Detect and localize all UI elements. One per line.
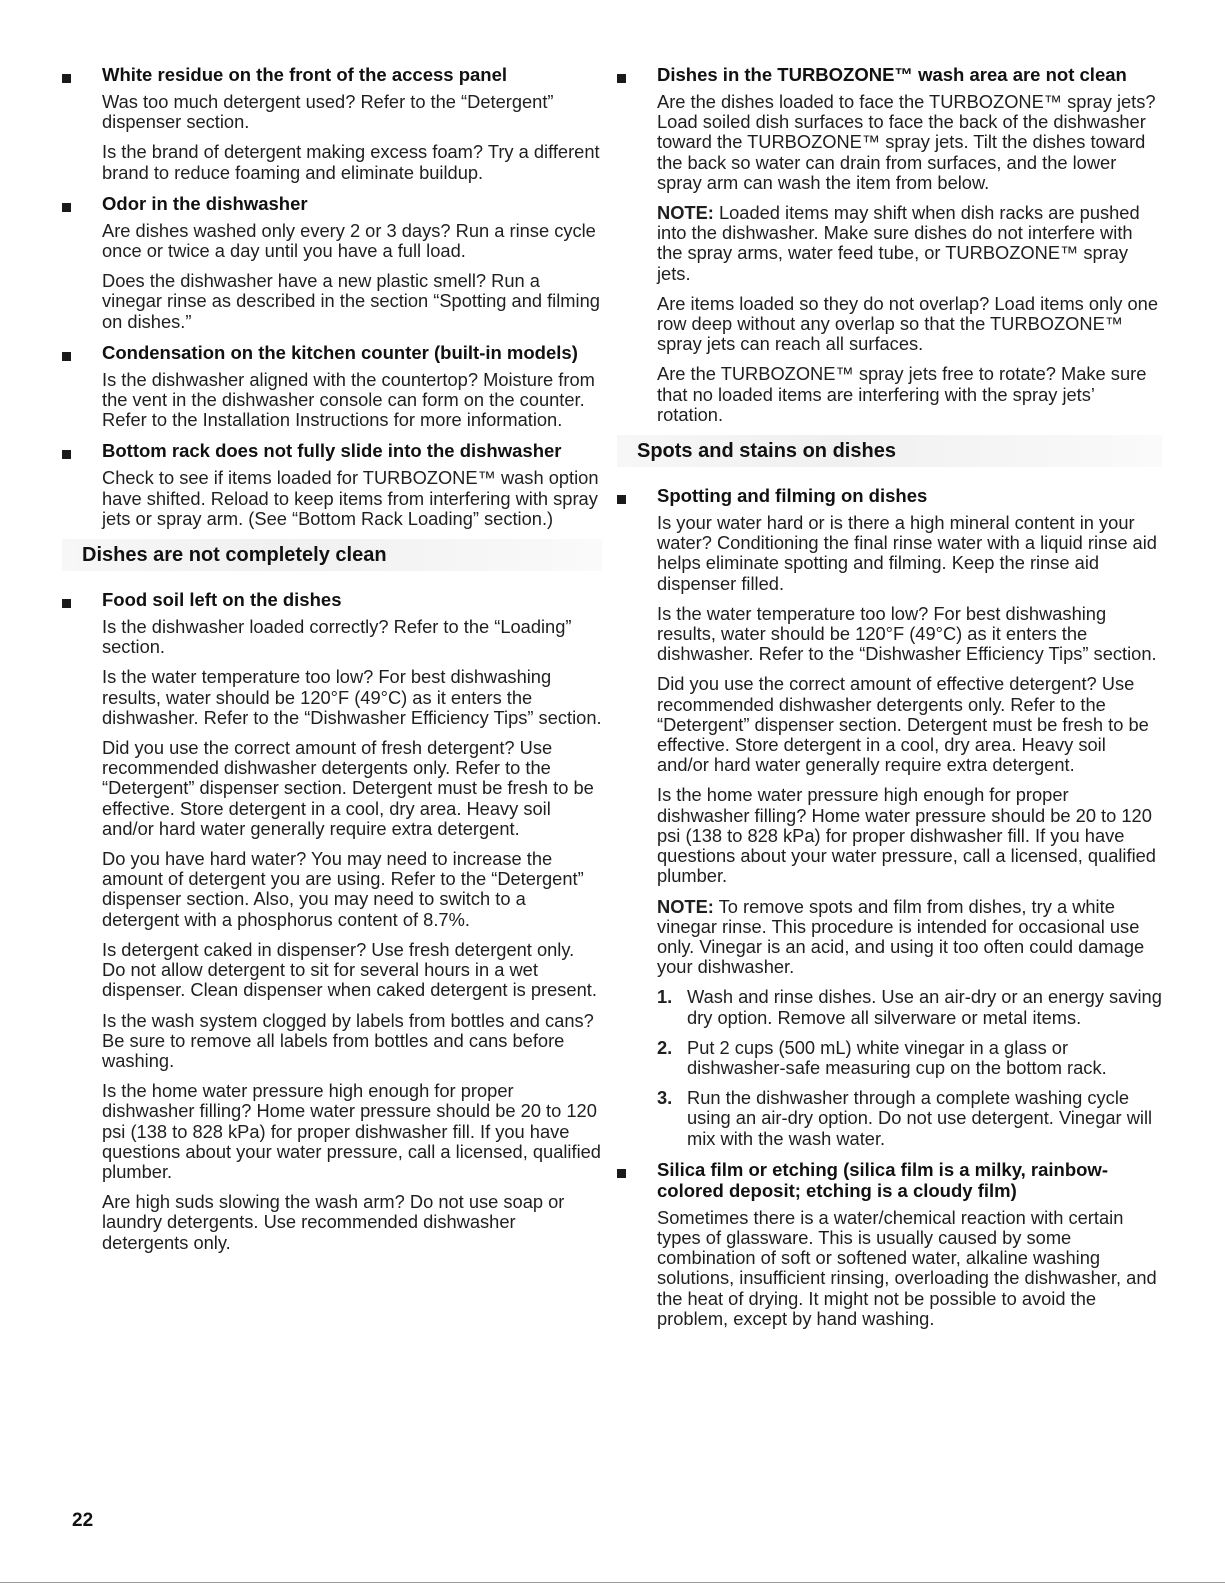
page-number: 22 [72, 1510, 94, 1531]
troubleshoot-item-food-soil [62, 589, 602, 1253]
troubleshoot-item-bottom-rack [62, 440, 602, 529]
item-title: White residue on the front of the access panel [102, 64, 508, 85]
step-item [657, 1088, 1162, 1149]
paragraph: Is the home water pressure high enough for proper dishwasher filling? Home water pressure should be 20 to 120 psi (138 to 828 kPa) for proper dishwasher fill. If you have questions about your water pressure, call a licensed, qualified plumber. [102, 1080, 601, 1182]
paragraph: Is the dishwasher aligned with the countertop? Moisture from the vent in the dishwasher console can form on the counter. Refer to the Installation Instructions for more information. [102, 368, 595, 431]
note-paragraph [657, 203, 1162, 284]
step-number: 1. [657, 986, 673, 1008]
troubleshoot-item-odor [62, 193, 602, 332]
troubleshoot-item-white-residue [62, 64, 602, 183]
bullet-icon [62, 450, 71, 459]
bullet-icon [62, 352, 71, 361]
vinegar-rinse-steps [657, 987, 1162, 1148]
right-column [617, 64, 1162, 1339]
step-text: Run the dishwasher through a complete washing cycle using an air-dry option. Do not use detergent. Vinegar will mix with the wash water. [687, 1087, 1153, 1149]
note-label: NOTE: [657, 895, 714, 917]
bullet-icon [62, 74, 71, 83]
paragraph: Sometimes there is a water/chemical reaction with certain types of glassware. This is usually caused by some combination of soft or softened water, alkaline washing solutions, insufficient rinsing, overloading the dishwasher, and the heat of drying. It might not be possible to avoid the problem, except by hand washing. [657, 1206, 1157, 1329]
paragraph: Does the dishwasher have a new plastic smell? Run a vinegar rinse as described in the section “Spotting and filming on dishes.” [102, 270, 600, 332]
bullet-icon [617, 495, 626, 504]
paragraph: Was too much detergent used? Refer to the “Detergent” dispenser section. [102, 91, 554, 133]
troubleshoot-item-turbozone [617, 64, 1162, 425]
paragraph: Check to see if items loaded for TURBOZONE™ wash option have shifted. Reload to keep items from interfering with spray jets or spray arm. (See “Bottom Rack Loading” section.) [102, 467, 599, 529]
bottom-divider [0, 1582, 1225, 1583]
paragraph: Are the dishes loaded to face the TURBOZONE™ spray jets? Load soiled dish surfaces to face the back of the dishwasher toward the TURBOZONE™ spray jets. Tilt the dishes toward the back so water can drain from surfaces, and the lower spray arm can wash the item from below. [657, 91, 1156, 193]
paragraph: Did you use the correct amount of effective detergent? Use recommended dishwasher detergents only. Refer to the “Detergent” dispenser section. Detergent must be fresh to be effective. Store detergent in a cool, dry area. Heavy soil and/or hard water generally require extra detergent. [657, 673, 1149, 776]
item-title: Bottom rack does not fully slide into the dishwasher [102, 440, 562, 462]
paragraph: Is the dishwasher loaded correctly? Refer to the “Loading” section. [102, 616, 572, 658]
step-item [657, 987, 1162, 1027]
paragraph: Is your water hard or is there a high mineral content in your water? Conditioning the final rinse water with a liquid rinse aid helps eliminate spotting and filming. Keep the rinse aid dispenser filled. [657, 512, 1157, 594]
paragraph: Do you have hard water? You may need to increase the amount of detergent you are using. Refer to the “Detergent” dispenser section. Also, you may need to switch to a detergent with a phosphorus content of 8.7%. [102, 848, 584, 930]
step-number: 2. [657, 1036, 673, 1058]
note-text: Loaded items may shift when dish racks are pushed into the dishwasher. Make sure dishes do not interfere with the spray arms, water feed tube, or TURBOZONE™ spray jets. [657, 202, 1140, 284]
bullet-icon [617, 74, 626, 83]
step-text: Wash and rinse dishes. Use an air-dry or an energy saving dry option. Remove all silverware or metal items. [687, 986, 1162, 1028]
item-title: Food soil left on the dishes [102, 589, 342, 611]
item-title: Dishes in the TURBOZONE™ wash area are not clean [657, 64, 1127, 85]
bullet-icon [62, 599, 71, 608]
step-item [657, 1038, 1162, 1078]
item-title: Spotting and filming on dishes [657, 485, 928, 507]
troubleshoot-item-spotting [617, 485, 1162, 1149]
left-column [62, 64, 602, 1263]
paragraph: Is the water temperature too low? For best dishwashing results, water should be 120°F (49°C) as it enters the dishwasher. Refer to the “Dishwasher Efficiency Tips” section. [102, 666, 602, 728]
note-label: NOTE: [657, 202, 714, 224]
paragraph: Did you use the correct amount of fresh detergent? Use recommended dishwasher detergents only. Refer to the “Detergent” dispenser section. Detergent must be fresh to be effective. Store detergent in a cool, dry area. Heavy soil and/or hard water generally require extra detergent. [102, 737, 594, 839]
paragraph: Are items loaded so they do not overlap? Load items only one row deep without any overlap so that the TURBOZONE™ spray jets can reach all surfaces. [657, 292, 1159, 355]
bullet-icon [62, 203, 71, 212]
troubleshoot-item-silica [617, 1159, 1162, 1329]
paragraph: Is the brand of detergent making excess foam? Try a different brand to reduce foaming and eliminate buildup. [102, 141, 600, 183]
item-title: Odor in the dishwasher [102, 192, 308, 214]
troubleshoot-item-condensation [62, 342, 602, 431]
note-text: To remove spots and film from dishes, try a white vinegar rinse. This procedure is intended for occasional use only. Vinegar is an acid, and using it too often could damage your dishwasher. [657, 895, 1145, 978]
paragraph: Are dishes washed only every 2 or 3 days? Run a rinse cycle once or twice a day until you have a full load. [102, 219, 596, 262]
paragraph: Is the wash system clogged by labels from bottles and cans? Be sure to remove all labels from bottles and cans before washing. [102, 1009, 594, 1071]
paragraph: Are the TURBOZONE™ spray jets free to rotate? Make sure that no loaded items are interfering with the spray jets’ rotation. [657, 363, 1147, 425]
section-heading-spots: Spots and stains on dishes [617, 435, 1162, 467]
item-title: Condensation on the kitchen counter (built-in models) [102, 341, 578, 363]
paragraph: Is the home water pressure high enough for proper dishwasher filling? Home water pressure should be 20 to 120 psi (138 to 828 kPa) for proper dishwasher fill. If you have questions about your water pressure, call a licensed, qualified plumber. [657, 784, 1156, 887]
step-number: 3. [657, 1087, 673, 1109]
note-paragraph [657, 897, 1162, 978]
section-heading-not-clean: Dishes are not completely clean [62, 539, 602, 571]
item-title: Silica film or etching (silica film is a milky, rainbow-colored deposit; etching is a cloudy film) [657, 1158, 1108, 1201]
step-text: Put 2 cups (500 mL) white vinegar in a glass or dishwasher-safe measuring cup on the bottom rack. [687, 1036, 1107, 1078]
bullet-icon [617, 1169, 626, 1178]
paragraph: Is the water temperature too low? For best dishwashing results, water should be 120°F (49°C) as it enters the dishwasher. Refer to the “Dishwasher Efficiency Tips” section. [657, 602, 1157, 665]
paragraph: Are high suds slowing the wash arm? Do not use soap or laundry detergents. Use recommended dishwasher detergents only. [102, 1191, 565, 1253]
paragraph: Is detergent caked in dispenser? Use fresh detergent only. Do not allow detergent to sit for several hours in a wet dispenser. Clean dispenser when caked detergent is present. [102, 938, 597, 1001]
